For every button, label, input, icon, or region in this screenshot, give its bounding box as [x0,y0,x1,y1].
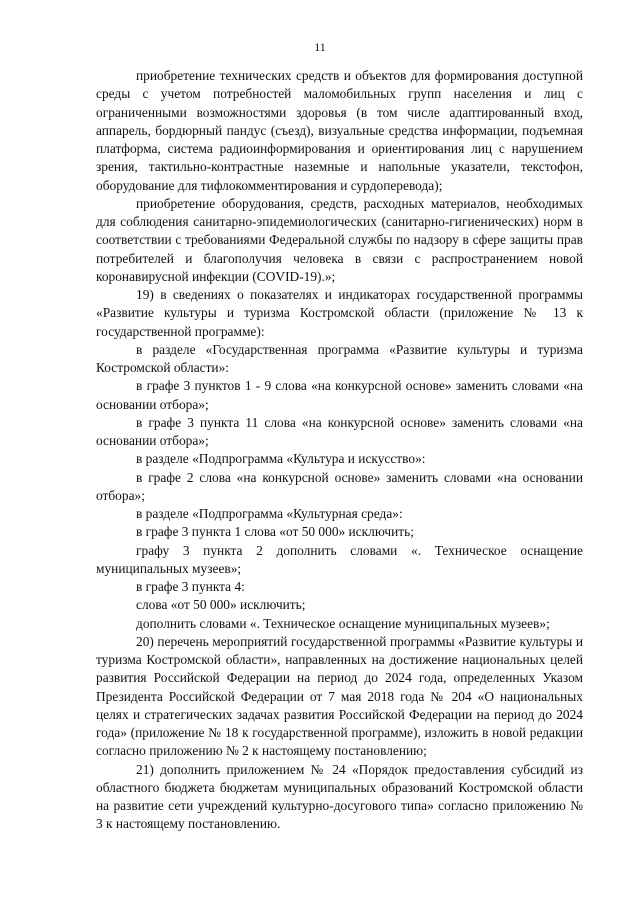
paragraph-item-19: 19) в сведениях о показателях и индикаторах государственной программы «Развитие культуры и туризма Костромской области (приложение № 13 к государственной программе): [96,287,583,339]
paragraph-column3-item-11: в графе 3 пункта 11 слова «на конкурсной основе» заменить словами «на основании отбора»; [96,414,583,448]
paragraph-sanitary-equipment: приобретение оборудования, средств, расходных материалов, необходимых для соблюдения санитарно-эпидемиологических (санитарно-гигиенических) норм в соответствии с требованиями Федеральной службы по надзору в сфере защиты прав потребителей и благополучия человека в связи с распространением новой коронавирусной инфекции (COVID-19).»; [96,195,583,284]
paragraph-technical-means: приобретение технических средств и объектов для формирования доступной среды с учетом потребностей маломобильных групп населения и лиц с ограниченными возможностями здоровья (в том числе адаптированный вход, аппарель, бордюрный пандус (съезд), визуальные средства информации, подъемная платформа, система радиоинформирования и ориентирования лиц с нарушением зрения, тактильно-контрастные наземные и напольные указатели, текстофон, оборудование для тифлокомментирования и сурдоперевода); [96,68,583,193]
paragraph-column3-items-1-9: в графе 3 пунктов 1 - 9 слова «на конкурсной основе» заменить словами «на основании отбора»; [96,378,583,412]
paragraph-section-cultural-environment: в разделе «Подпрограмма «Культурная среда»: [136,506,403,521]
paragraph-delete-words: слова «от 50 000» исключить; [136,597,306,613]
page-number: 11 [314,40,326,54]
paragraph-item-21: 21) дополнить приложением № 24 «Порядок предоставления субсидий из областного бюджета бюджетам муниципальных образований Костромской области на развитие сети учреждений культурно-досугового типа» согласно приложению № 3 к настоящему постановлению. [96,761,583,832]
paragraph-add-words: дополнить словами «. Техническое оснащение муниципальных музеев»; [136,615,550,631]
paragraph-section-state-program: в разделе «Государственная программа «Развитие культуры и туризма Костромской области»: [96,341,583,375]
document-body [96,67,583,834]
paragraph-section-culture-arts: в разделе «Подпрограмма «Культура и искусство»: [136,451,426,467]
paragraph-column3-item-4: в графе 3 пункта 4: [136,579,245,594]
paragraph-column3-item-1: в графе 3 пункта 1 слова «от 50 000» исключить; [136,524,414,540]
paragraph-item-20: 20) перечень мероприятий государственной программы «Развитие культуры и туризма Костромской области», направленных на достижение национальных целей развития Российской Федерации на период до 2024 года, определенных Указом Президента Российской Федерации от 7 мая 2018 года № 204 «О национальных целях и стратегических задачах развития Российской Федерации на период до 2024 года» (приложение № 18 к государственной программе), изложить в новой редакции согласно приложению № 2 к настоящему постановлению; [96,633,583,759]
paragraph-column3-item-2: графу 3 пункта 2 дополнить словами «. Техническое оснащение муниципальных музеев»; [96,542,583,576]
paragraph-column2-replace: в графе 2 слова «на конкурсной основе» заменить словами «на основании отбора»; [96,469,583,503]
